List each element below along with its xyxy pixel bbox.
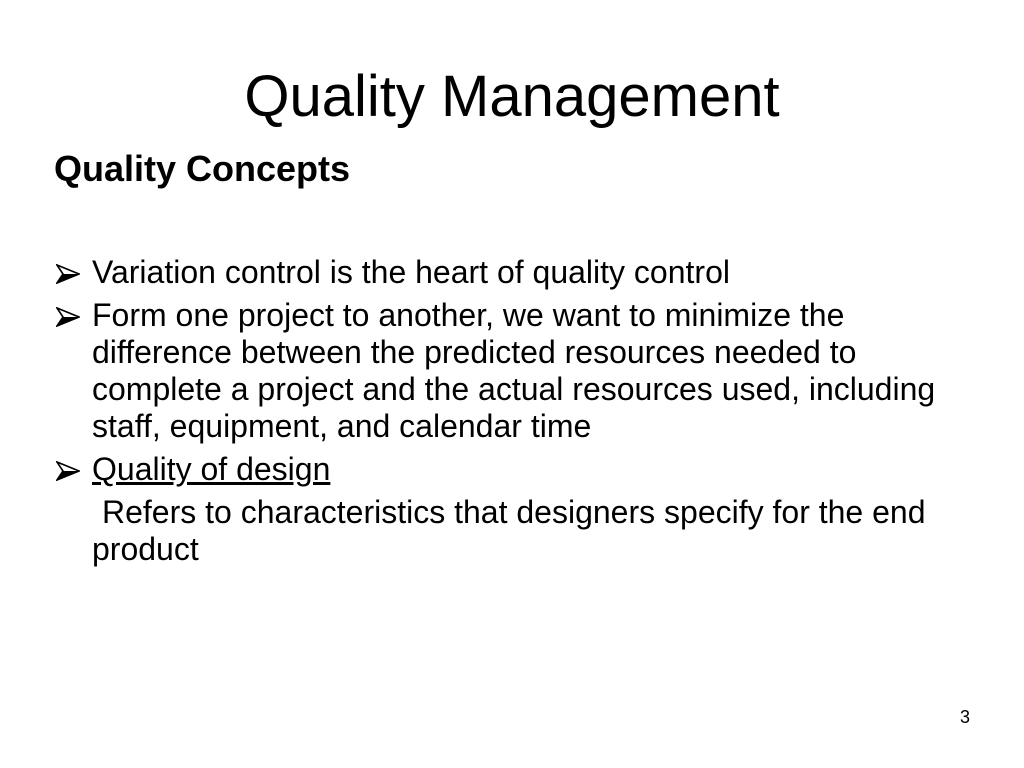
bullet-text: Variation control is the heart of quality control [92, 254, 730, 290]
section-heading: Quality Concepts [54, 148, 351, 189]
arrow-bullet-icon [54, 297, 84, 334]
bullet-text: Form one project to another, we want to minimize the difference between the predicted resources needed to complete a project and the actual resources used, including staff, equipment, and calendar time [92, 297, 936, 444]
continuation-text: Refers to characteristics that designers specify for the end product [92, 494, 926, 567]
bullet-text: Quality of design [92, 451, 331, 487]
arrow-bullet-icon [54, 254, 84, 291]
list-item [54, 254, 954, 291]
page-number: 3 [959, 707, 970, 727]
list-item [54, 451, 954, 488]
list-item [54, 297, 954, 445]
bullet-continuation [54, 494, 954, 568]
bullet-list [54, 254, 954, 568]
arrow-bullet-icon [54, 451, 84, 488]
slide-title: Quality Management [244, 64, 780, 129]
